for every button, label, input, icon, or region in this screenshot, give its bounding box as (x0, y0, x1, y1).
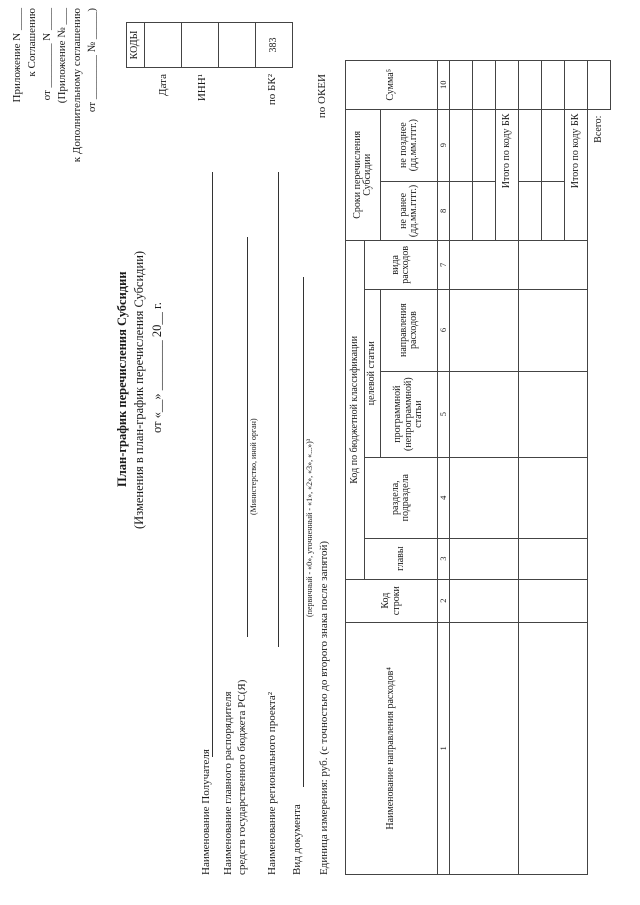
doc-type-line (303, 277, 304, 787)
okei-code-label: по ОКЕИ (316, 74, 328, 119)
grand-total-row (588, 61, 611, 875)
grand-total-value[interactable] (588, 61, 611, 110)
col-target-header: целевой статьи (365, 289, 381, 457)
recipient-line (212, 172, 213, 757)
table-row (450, 61, 473, 875)
unit-label: Единица измерения: руб. (с точностью до второго знака после запятой) (318, 540, 330, 875)
regional-project-line (278, 172, 279, 647)
gov-admin-label-1: Наименование главного распорядителя (222, 691, 234, 875)
page-subtitle: (Изменения в план-график перечисления Субсидии) (132, 250, 146, 529)
codes-header: КОДЫ (127, 23, 145, 68)
appendix-line-1: Приложение N ____ (11, 8, 23, 103)
page-title: План-график перечисления Субсидии (115, 271, 129, 487)
total-bk-value[interactable] (496, 61, 519, 110)
codes-table (126, 22, 293, 68)
col-name-header: Наименование направления расходов⁴ (346, 622, 438, 874)
inn-code-label: ИНН¹ (196, 74, 208, 102)
col-terms-header: Сроки перечисления Субсидии (346, 109, 381, 241)
col-program-header: программной (непрограммной) статьи (381, 371, 438, 457)
recipient-label: Наименование Получателя (200, 749, 212, 875)
appendix-line-5: к Дополнительному соглашению (71, 8, 83, 163)
col-sum-header: Сумма⁵ (346, 61, 438, 110)
gov-admin-label-2: средств государственного бюджета РС(Я) (236, 679, 248, 875)
table-row (519, 61, 542, 875)
col-direction-header: направления расходов (381, 289, 438, 371)
total-bk-value-2[interactable] (565, 61, 588, 110)
appendix-note (10, 8, 100, 162)
gov-admin-line (247, 237, 248, 637)
date-code-label: Дата (157, 74, 169, 96)
code-date[interactable] (145, 23, 182, 68)
col-bk-header: Код по бюджетной классификации (346, 241, 365, 580)
code-inn[interactable] (182, 23, 219, 68)
column-numbers-row: 1 2 3 4 5 6 7 8 9 10 (438, 61, 450, 875)
schedule-table (345, 60, 611, 875)
col-section-header: раздела, подраздела (365, 457, 438, 538)
ministry-caption: (Министерство, иной орган) (249, 418, 258, 515)
code-bk[interactable] (219, 23, 256, 68)
code-okei: 383 (256, 23, 293, 68)
appendix-line-4: (Приложение № ___ (56, 8, 68, 104)
regional-project-label: Наименование регионального проекта² (266, 691, 278, 875)
total-bk-label-2: Итого по коду БК (565, 109, 588, 241)
doc-type-caption: (первичный - «0», уточненный - «1», «2», «3», «...»)³ (305, 438, 314, 617)
grand-total-label: Всего: (592, 115, 604, 143)
appendix-line-6: от ________ № _____) (86, 8, 98, 113)
col-from-header: не ранее (дд.мм.гггг.) (381, 181, 438, 240)
date-line: от «__» ________ 20__ г. (150, 302, 164, 433)
doc-type-label: Вид документа (291, 804, 303, 875)
cell-name[interactable] (450, 622, 519, 874)
col-type-header: вида расходов (365, 241, 438, 290)
col-chapter-header: главы (365, 538, 438, 579)
appendix-line-2: к Соглашению (26, 8, 38, 77)
bk-code-label: по БК² (266, 74, 278, 106)
appendix-line-3: от ________ N ____ (41, 8, 53, 101)
col-line-code-header: Код строки (346, 579, 438, 622)
total-bk-label: Итого по коду БК (496, 109, 519, 241)
col-to-header: не позднее (дд.мм.гггг.) (381, 109, 438, 181)
